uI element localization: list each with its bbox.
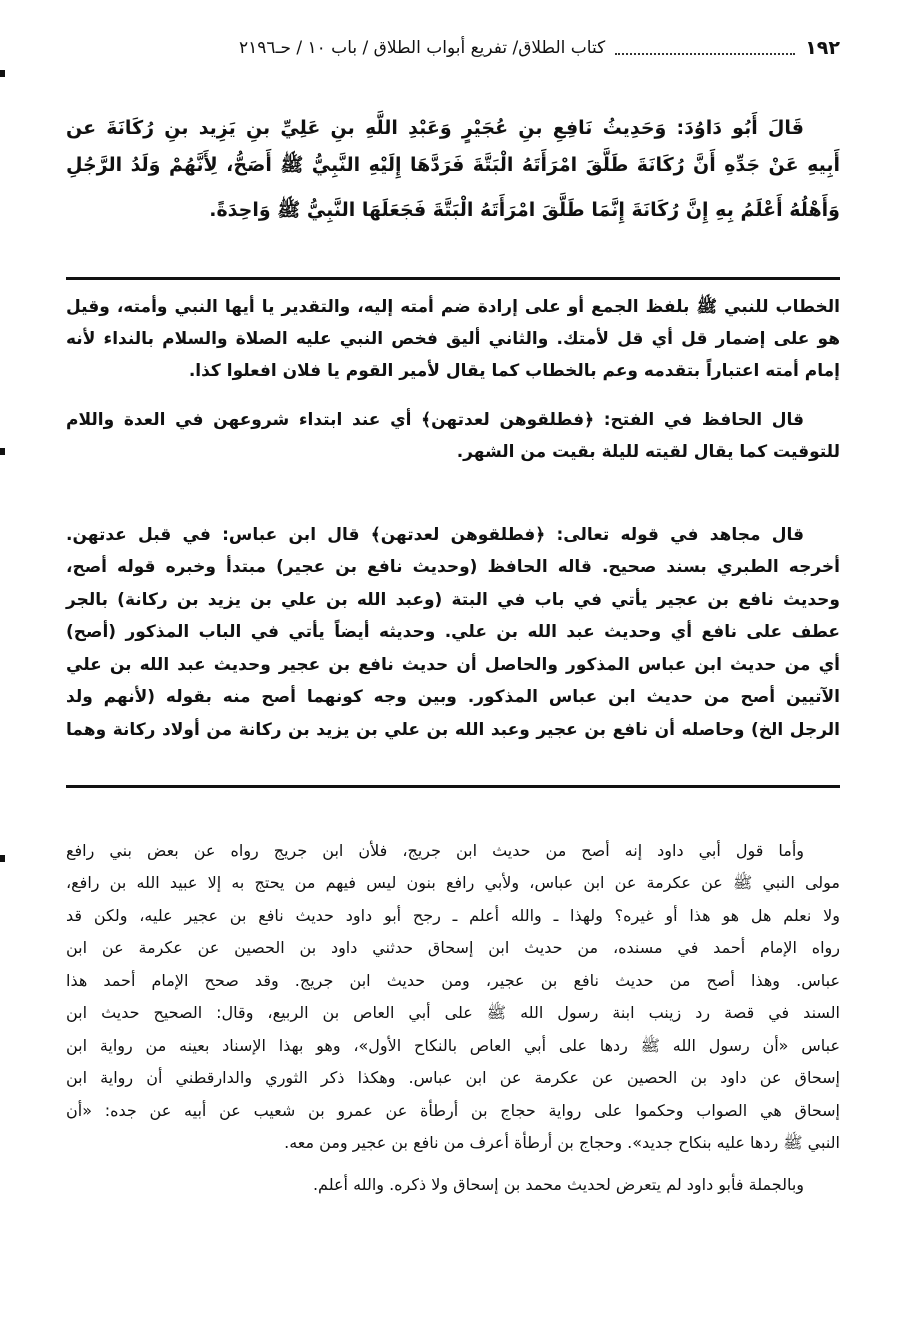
scan-mark [0, 70, 5, 77]
text-line: للتوقيت كما يقال لقيته لليلة بقيت من الشهر. [456, 442, 840, 462]
text-line: عطف على نافع أي وحديث عبد الله بن علي. وحديثه أيضاً يأتي في الباب المذكور (أصح) [66, 622, 840, 642]
text-line: إمام أمته اعتباراً بتقدمه وعم بالخطاب كما يقال لأمير القوم يا فلان افعلوا كذا. [188, 361, 840, 381]
dotted-leader [615, 41, 795, 55]
text-line: إسحاق هي الصواب وحكموا على رواية حجاج بن أرطأة عن عمرو بن شعيب عن أبيه عن جده: «أن [66, 1101, 840, 1120]
page-number: ١٩٢ [805, 37, 840, 59]
text-line: النبي ﷺ ردها عليه بنكاح جديد». وحجاج بن أرطأة أعرف من نافع بن عجير ومن معه. [284, 1133, 840, 1152]
scan-mark [0, 855, 5, 862]
text-line: قَالَ أَبُو دَاوُدَ: وَحَدِيثُ نَافِعِ بنِ عُجَيْرٍ وَعَبْدِ اللَّهِ بنِ عَلِيِّ بنِ يَزِيد بنِ رُكَانَةَ عن [66, 117, 804, 139]
text-line: رواه الإمام أحمد في مسنده، من حديث ابن إسحاق حدثني داود بن الحصين عن عكرمة عن ابن [66, 938, 840, 957]
text-line: وَأَهْلُهُ أَعْلَمُ بِهِ إِنَّ رُكَانَةَ إِنَّمَا طَلَّقَ امْرَأَتَهُ الْبَتَّةَ فَجَعَلَهَا النَّبِيُّ ﷺ وَاحِدَةً. [209, 199, 840, 221]
text-line: ولا نعلم هل هو هذا أو غيره؟ ولهذا ـ والله أعلم ـ رجح أبو داود حديث نافع بن عجير عليه، ولكن قد [66, 906, 840, 925]
scan-mark [0, 448, 5, 455]
text-line: الرجل الخ) وحاصله أن نافع بن عجير وعبد الله بن علي بن يزيد بن ركانة من أولاد ركانة وهما [66, 720, 840, 740]
text-line: السند في قصة رد زينب ابنة رسول الله ﷺ على أبي العاص بن الربيع، وقال: الصحيح حديث ابن [66, 1003, 840, 1022]
text-line: عباس. وهذا أصح من حديث نافع بن عجير، ومن حديث ابن جريج. وقد صحح الإمام أحمد هذا [66, 971, 840, 990]
text-line: وبالجملة فأبو داود لم يتعرض لحديث محمد بن إسحاق ولا ذكره. والله أعلم. [312, 1175, 804, 1194]
text-line: مولى النبي ﷺ عن عكرمة عن ابن عباس، ولأبي رافع بنون ليس فيهم من يحتج به إلا عبيد الله بن رافع، [66, 873, 840, 892]
text-line: قال مجاهد في قوله تعالى: ﴿فطلقوهن لعدتهن﴾ قال ابن عباس: في قبل عدتهن. [66, 525, 804, 545]
text-line: هو على إضمار قل أي قل لأمتك. والثاني أليق فخص النبي عليه الصلاة والسلام بالنداء لأنه [66, 329, 840, 349]
text-line: أَبِيهِ عَنْ جَدِّهِ أَنَّ رُكَانَةَ طَلَّقَ امْرَأَتَهُ الْبَتَّةَ فَرَدَّهَا إِلَيْهِ النَّبِيُّ ﷺ أَصَحُّ، لِأَنَّهُمْ وَلَدُ الرَّجُلِ [66, 154, 840, 176]
text-line: عباس «أن رسول الله ﷺ ردها على أبي العاص بالنكاح الأول»، وهو بهذا الإسناد بعينه من رواية ابن [66, 1036, 840, 1055]
text-line: وحديث نافع بن عجير يأتي في باب في البتة (وعبد الله بن علي بن يزيد بن ركانة) بالجر [66, 590, 840, 610]
text-line: إسحاق عن داود بن الحصين عن عكرمة عن ابن عباس. وهكذا ذكر الثوري والدارقطني أن رواية ابن [66, 1068, 840, 1087]
text-line: وأما قول أبي داود إنه أصح من حديث ابن جريج، فلأن ابن جريج رواه عن بعض بني رافع [66, 841, 804, 860]
text-line: الآتيين أصح من حديث ابن عباس المذكور. وبين وجه كونهما أصح منه بقوله (لأنهم ولد [66, 687, 840, 707]
section-divider [66, 277, 840, 280]
running-title: كتاب الطلاق/ تفريع أبواب الطلاق / باب ١٠ / حـ٢١٩٦ [238, 38, 606, 58]
text-line: أخرجه الطبري بسند صحيح. قاله الحافظ (وحديث نافع بن عجير) مبتدأ وخبره قوله أصح، [66, 557, 840, 577]
section-divider [66, 785, 840, 788]
text-line: أي من حديث ابن عباس المذكور والحاصل أن حديث نافع بن عجير وحديث عبد الله بن علي [66, 655, 840, 675]
running-header [70, 34, 840, 62]
text-line: الخطاب للنبي ﷺ بلفظ الجمع أو على إرادة ضم أمته إليه، والتقدير يا أيها النبي وأمته، وقيل [66, 297, 840, 317]
text-line: قال الحافظ في الفتح: ﴿فطلقوهن لعدتهن﴾ أي عند ابتداء شروعهن في العدة واللام [66, 410, 804, 430]
